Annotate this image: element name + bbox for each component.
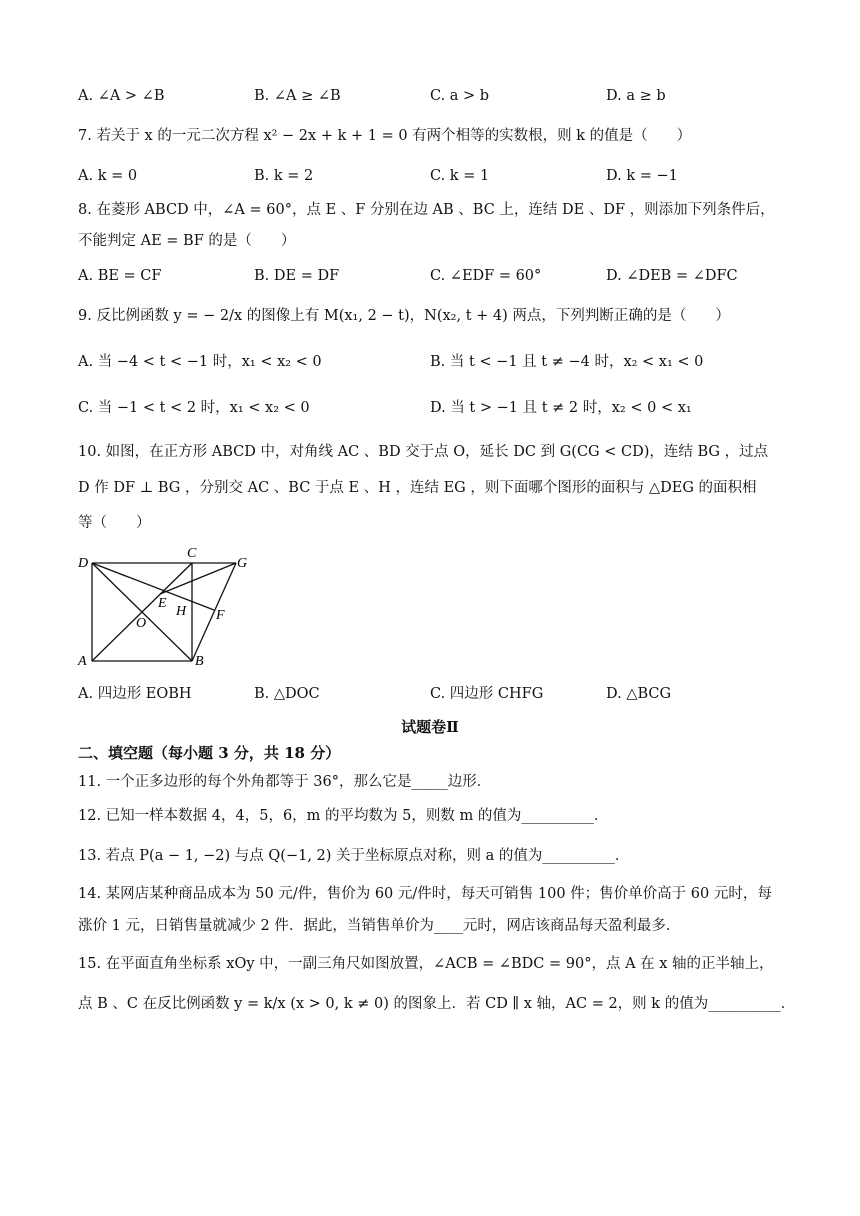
q10-option-b: B. △DOC [254, 686, 320, 702]
q10-option-c: C. 四边形 CHFG [430, 686, 544, 702]
q7-option-d: D. k = −1 [606, 168, 678, 184]
label-a: A [78, 654, 87, 669]
q14-line1: 14. 某网店某种商品成本为 50 元/件，售价为 60 元/件时，每天可销售 100 件；售价单价高于 60 元时，每 [78, 886, 772, 902]
label-o: O [136, 616, 147, 631]
q10-option-d: D. △BCG [606, 686, 672, 702]
q9-stem: 9. 反比例函数 y = − 2/x 的图像上有 M(x₁, 2 − t)，N(x₂, t + 4) 两点，下列判断正确的是（ ） [78, 308, 730, 324]
label-c: C [187, 546, 197, 561]
q6-option-c: C. a > b [430, 88, 490, 104]
label-h: H [176, 604, 187, 619]
label-f: F [216, 608, 225, 623]
section-title: 试题卷Ⅱ [401, 718, 459, 736]
q14-line2: 涨价 1 元，日销售量就减少 2 件．据此，当销售单价为____元时，网店该商品每天盈利最多． [78, 918, 681, 934]
q10-stem-line1: 10. 如图，在正方形 ABCD 中，对角线 AC 、BD 交于点 O，延长 DC 到 G(CG < CD)，连结 BG ，过点 [78, 444, 769, 460]
q8-option-c: C. ∠EDF = 60° [430, 268, 542, 284]
label-g: G [237, 556, 248, 571]
q8-option-d: D. ∠DEB = ∠DFC [606, 268, 738, 284]
segment-df [92, 563, 214, 610]
q7-stem: 7. 若关于 x 的一元二次方程 x² − 2x + k + 1 = 0 有两个相等的实数根，则 k 的值是（ ） [78, 128, 692, 144]
q12: 12. 已知一样本数据 4，4，5，6，m 的平均数为 5，则数 m 的值为__________． [78, 808, 609, 824]
q8-option-a: A. BE = CF [78, 268, 162, 284]
label-b: B [195, 654, 204, 669]
q8-option-b: B. DE = DF [254, 268, 340, 284]
label-d: D [78, 556, 89, 571]
q7-option-c: C. k = 1 [430, 168, 490, 184]
q10-geometry-figure [74, 544, 260, 672]
label-e: E [158, 596, 167, 611]
q10-option-a: A. 四边形 EOBH [78, 686, 192, 702]
q15-line2: 点 B 、C 在反比例函数 y = k/x (x > 0, k ≠ 0) 的图象上．若 CD ∥ x 轴，AC = 2，则 k 的值为__________． [78, 996, 796, 1012]
q15-line1: 15. 在平面直角坐标系 xOy 中，一副三角尺如图放置，∠ACB = ∠BDC = 90°，点 A 在 x 轴的正半轴上， [78, 956, 774, 972]
q10-stem-line3: 等（ ） [78, 515, 151, 531]
q6-option-a: A. ∠A > ∠B [78, 88, 165, 104]
q9-option-b: B. 当 t < −1 且 t ≠ −4 时，x₂ < x₁ < 0 [430, 354, 704, 370]
q7-option-b: B. k = 2 [254, 168, 314, 184]
q8-stem-line2: 不能判定 AE = BF 的是（ ） [78, 233, 296, 249]
q9-option-c: C. 当 −1 < t < 2 时，x₁ < x₂ < 0 [78, 400, 310, 416]
q8-stem-line1: 8. 在菱形 ABCD 中，∠A = 60°，点 E 、F 分别在边 AB 、BC 上，连结 DE 、DF ，则添加下列条件后， [78, 202, 775, 218]
q13: 13. 若点 P(a − 1, −2) 与点 Q(−1, 2) 关于坐标原点对称，则 a 的值为__________． [78, 848, 630, 864]
q9-option-a: A. 当 −4 < t < −1 时，x₁ < x₂ < 0 [78, 354, 322, 370]
part2-heading: 二、填空题（每小题 3 分，共 18 分） [78, 744, 341, 762]
q6-option-b: B. ∠A ≥ ∠B [254, 88, 341, 104]
q6-option-d: D. a ≥ b [606, 88, 666, 104]
q9-option-d: D. 当 t > −1 且 t ≠ 2 时，x₂ < 0 < x₁ [430, 400, 692, 416]
q11: 11. 一个正多边形的每个外角都等于 36°，那么它是_____边形． [78, 774, 492, 790]
q7-option-a: A. k = 0 [78, 168, 138, 184]
figure-lines [92, 563, 236, 661]
q10-stem-line2: D 作 DF ⊥ BG ，分别交 AC 、BC 于点 E 、H ，连结 EG ，则下面哪个图形的面积与 △DEG 的面积相 [78, 480, 757, 496]
